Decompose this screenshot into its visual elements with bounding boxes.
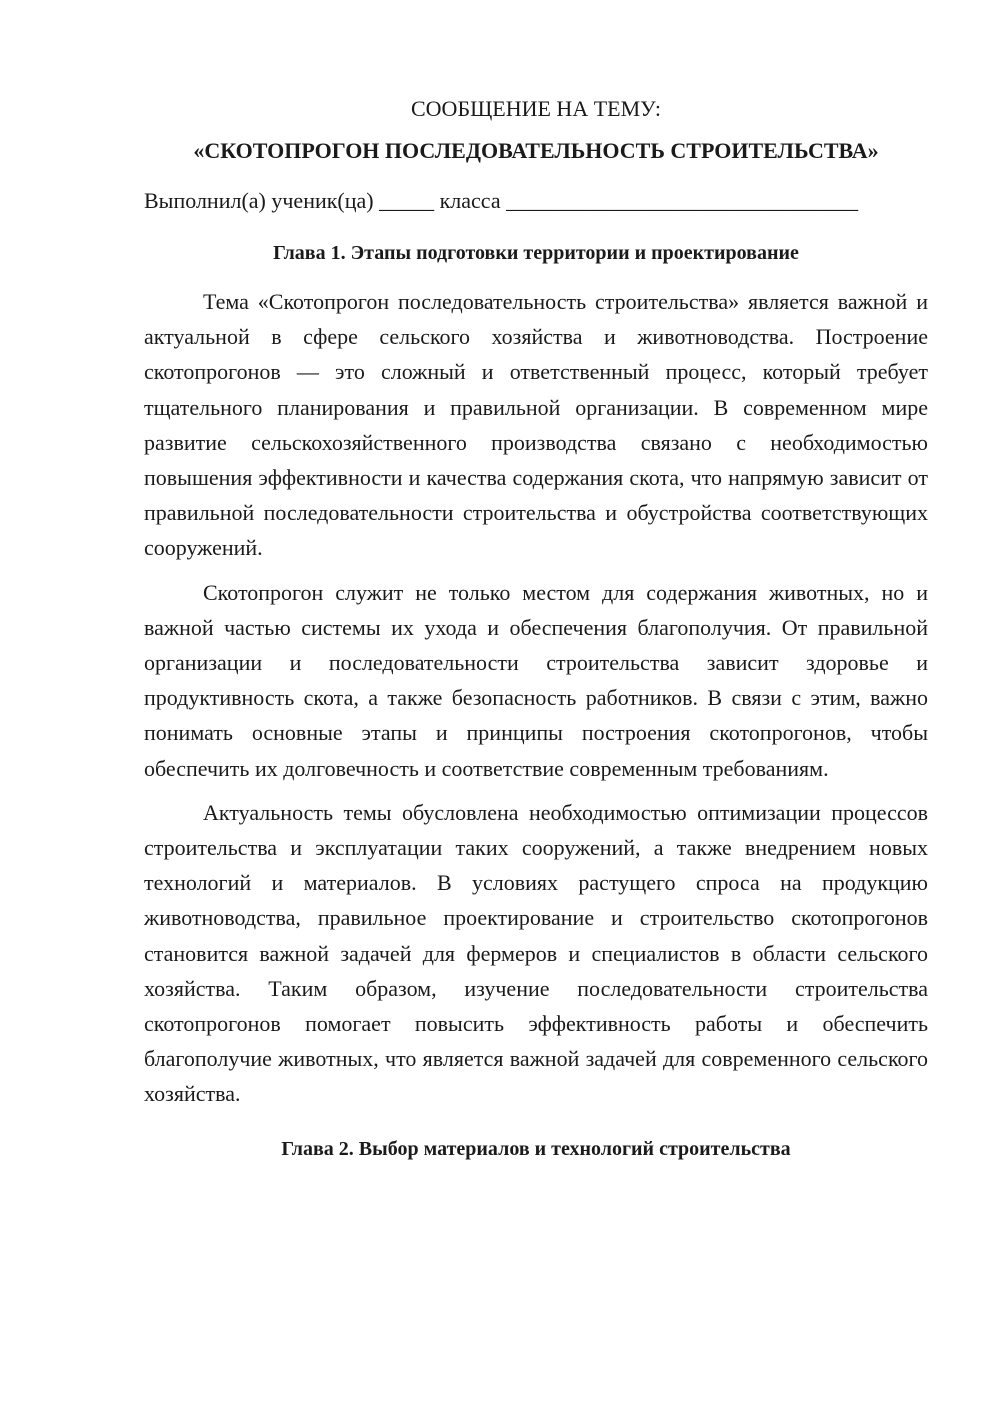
chapter-1-paragraph-2: Скотопрогон служит не только местом для содержания животных, но и важной частью системы их ухода и обеспечения благополучия. От правильной организации и последовательности строительства зависит здоровье и продуктивность скота, а также безопасность работников. В связи с этим, важно понимать основные этапы и принципы построения скотопрогонов, чтобы обеспечить их долговечность и соответствие современным требованиям. xyxy=(144,579,928,781)
document-topic-title: «СКОТОПРОГОН ПОСЛЕДОВАТЕЛЬНОСТЬ СТРОИТЕЛЬСТВА» xyxy=(193,138,879,163)
chapter-1-paragraph-3: Актуальность темы обусловлена необходимостью оптимизации процессов строительства и эксплуатации таких сооружений, а также внедрением новых технологий и материалов. В условиях растущего спроса на продукцию животноводства, правильное проектирование и строительство скотопрогонов становится важной задачей для фермеров и специалистов в области сельского хозяйства. Таким образом, изучение последовательности строительства скотопрогонов помогает повысить эффективность работы и обеспечить благополучие животных, что является важной задачей для современного сельского хозяйства. xyxy=(144,799,928,1107)
chapter-1-paragraph-1: Тема «Скотопрогон последовательность строительства» является важной и актуальной в сфере сельского хозяйства и животноводства. Построение скотопрогонов — это сложный и ответственный процесс, который требует тщательного планирования и правильной организации. В современном мире развитие сельскохозяйственного производства связано с необходимостью повышения эффективности и качества содержания скота, что напрямую зависит от правильной последовательности строительства и обустройства соответствующих сооружений. xyxy=(144,289,928,561)
chapter-1-title: Глава 1. Этапы подготовки территории и проектирование xyxy=(273,242,799,264)
document-page xyxy=(144,92,928,1164)
document-header-line: СООБЩЕНИЕ НА ТЕМУ: xyxy=(411,96,661,121)
author-line: Выполнил(а) ученик(ца) _____ класса ________________________________ xyxy=(144,188,859,213)
chapter-2-title: Глава 2. Выбор материалов и технологий строительства xyxy=(281,1137,791,1160)
